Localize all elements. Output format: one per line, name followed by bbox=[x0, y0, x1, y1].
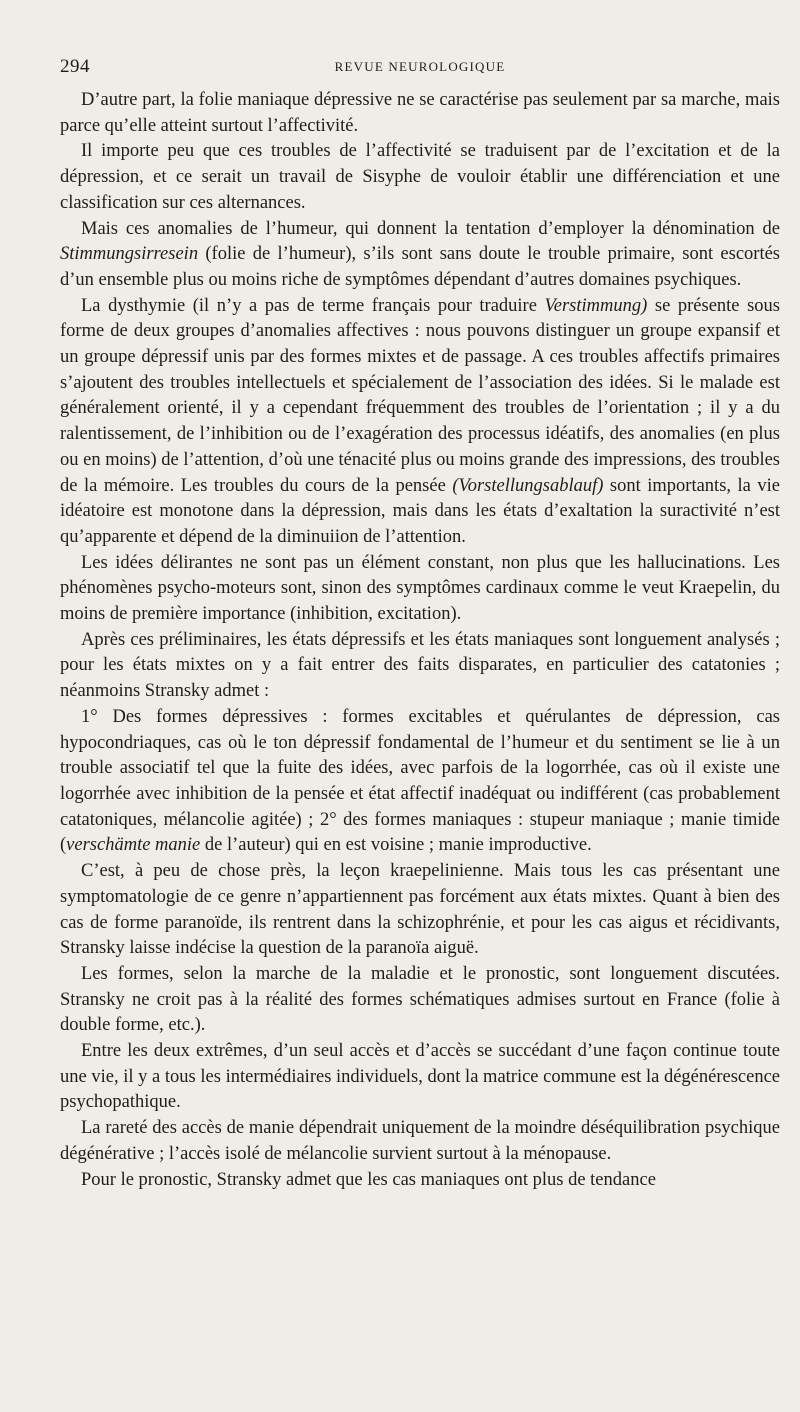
text-run: Pour le pronostic, Stransky admet que les cas maniaques ont plus de tendance bbox=[81, 1169, 656, 1190]
text-run: Il importe peu que ces troubles de l’affectivité se traduisent par de l’excitation et de la dépression, et ce serait un travail de Sisyphe de vouloir établir une différenciation et une classification sur ces alternances. bbox=[60, 141, 780, 213]
text-run: (folie de l’humeur), s’ils sont sans doute le trouble primaire, sont escortés d’un ensemble plus ou moins riche de symptômes dépendant d’autres domaines psychiques. bbox=[60, 244, 780, 290]
text-run: La dysthymie (il n’y a pas de terme français pour traduire bbox=[81, 295, 545, 316]
paragraph bbox=[60, 1039, 780, 1116]
text-run: La rareté des accès de manie dépendrait uniquement de la moindre déséquilibration psychique dégénérative ; l’accès isolé de mélancolie survient surtout à la ménopause. bbox=[60, 1118, 780, 1164]
text-run: C’est, à peu de chose près, la leçon kraepelinienne. Mais tous les cas présentant une symptomatologie de ce genre n’appartiennent pas forcément aux états mixtes. Quant à bien des cas de forme paranoïde, ils rentrent dans la schizophrénie, et pour les cas aigus et récidivants, Stransky laisse indécise la question de la paranoïa aiguë. bbox=[60, 861, 780, 959]
paragraph bbox=[60, 705, 780, 859]
paragraph bbox=[60, 551, 780, 628]
paragraph bbox=[60, 1168, 780, 1194]
paragraph bbox=[60, 962, 780, 1039]
text-run: Entre les deux extrêmes, d’un seul accès et d’accès se succédant d’une façon continue toute une vie, il y a tous les intermédiaires individuels, dont la matrice commune est la dégénérescence psychopathique. bbox=[60, 1041, 780, 1113]
text-run: Les idées délirantes ne sont pas un élément constant, non plus que les hallucinations. Les phénomènes psycho-moteurs sont, sinon des symptômes cardinaux comme le veut Kraepelin, du moins de première importance (inhibition, excitation). bbox=[60, 552, 780, 625]
italic-term: verschämte manie bbox=[66, 835, 201, 856]
text-run: Les formes, selon la marche de la maladie et le pronostic, sont longuement discutées. Stransky ne croit pas à la réalité des formes schématiques admises surtout en France (folie à double forme, etc.). bbox=[60, 963, 780, 1036]
text-run: D’autre part, la folie maniaque dépressive ne se caractérise pas seulement par sa marche, mais parce qu’elle atteint surtout l’affectivité. bbox=[60, 90, 780, 136]
text-run: Mais ces anomalies de l’humeur, qui donnent la tentation d’employer la dénomination de bbox=[81, 218, 780, 239]
page-number: 294 bbox=[60, 56, 90, 77]
paragraph bbox=[60, 139, 780, 216]
paragraph bbox=[60, 1116, 780, 1167]
text-run: Après ces préliminaires, les états dépressifs et les états maniaques sont longuement analysés ; pour les états mixtes on y a fait entrer des faits disparates, en particulier des catatonies ; néanmoins Stransky admet : bbox=[60, 629, 780, 702]
text-run: 1° Des formes dépressives : formes excitables et quérulantes de dépression, cas hypocondriaques, cas où le ton dépressif fondamental de l’humeur et du sentiment se lie à un trouble associatif tel que la fuite des idées, avec parfois de la logorrhée, cas où il existe une logorrhée avec inhibition de la pensée et état affectif inadéquat ou indifférent (cas probablement catatoniques, mélancolie agitée) ; 2° des formes maniaques : stupeur maniaque ; manie timide ( bbox=[60, 706, 780, 856]
text-run: de l’auteur) qui en est voisine ; manie improductive. bbox=[200, 835, 592, 856]
italic-term: (Vorstellungsablauf) bbox=[452, 475, 604, 496]
body-text bbox=[60, 88, 780, 1193]
page-header bbox=[60, 56, 780, 78]
text-run: sont importants, la vie idéatoire est monotone dans la dépression, mais dans les états d’exaltation la suractivité n’est qu’apparente et dépend de la diminuiion de l’attention. bbox=[60, 475, 780, 547]
paragraph bbox=[60, 88, 780, 139]
paragraph bbox=[60, 859, 780, 962]
paragraph bbox=[60, 294, 780, 551]
italic-term: Stimmungsirresein bbox=[60, 244, 199, 265]
paragraph bbox=[60, 628, 780, 705]
text-run: se présente sous forme de deux groupes d’anomalies affectives : nous pouvons distinguer un groupe expansif et un groupe dépressif unis par des formes mixtes et de passage. A ces troubles affectifs primaires s’ajoutent des troubles intellectuels et spécialement de l’association des idées. Si le malade est généralement orienté, il y a cependant fréquemment des troubles de l’orientation ; il y a du ralentissement, de l’inhibition ou de l’exagération des processus idéatifs, des anomalies (en plus ou en moins) de l’attention, d’où une ténacité plus ou moins grande des impressions, des troubles de la mémoire. Les troubles du cours de la pensée bbox=[60, 295, 780, 496]
running-title: REVUE NEUROLOGIQUE bbox=[334, 59, 506, 74]
paragraph bbox=[60, 217, 780, 294]
italic-term: Verstimmung) bbox=[544, 295, 648, 316]
